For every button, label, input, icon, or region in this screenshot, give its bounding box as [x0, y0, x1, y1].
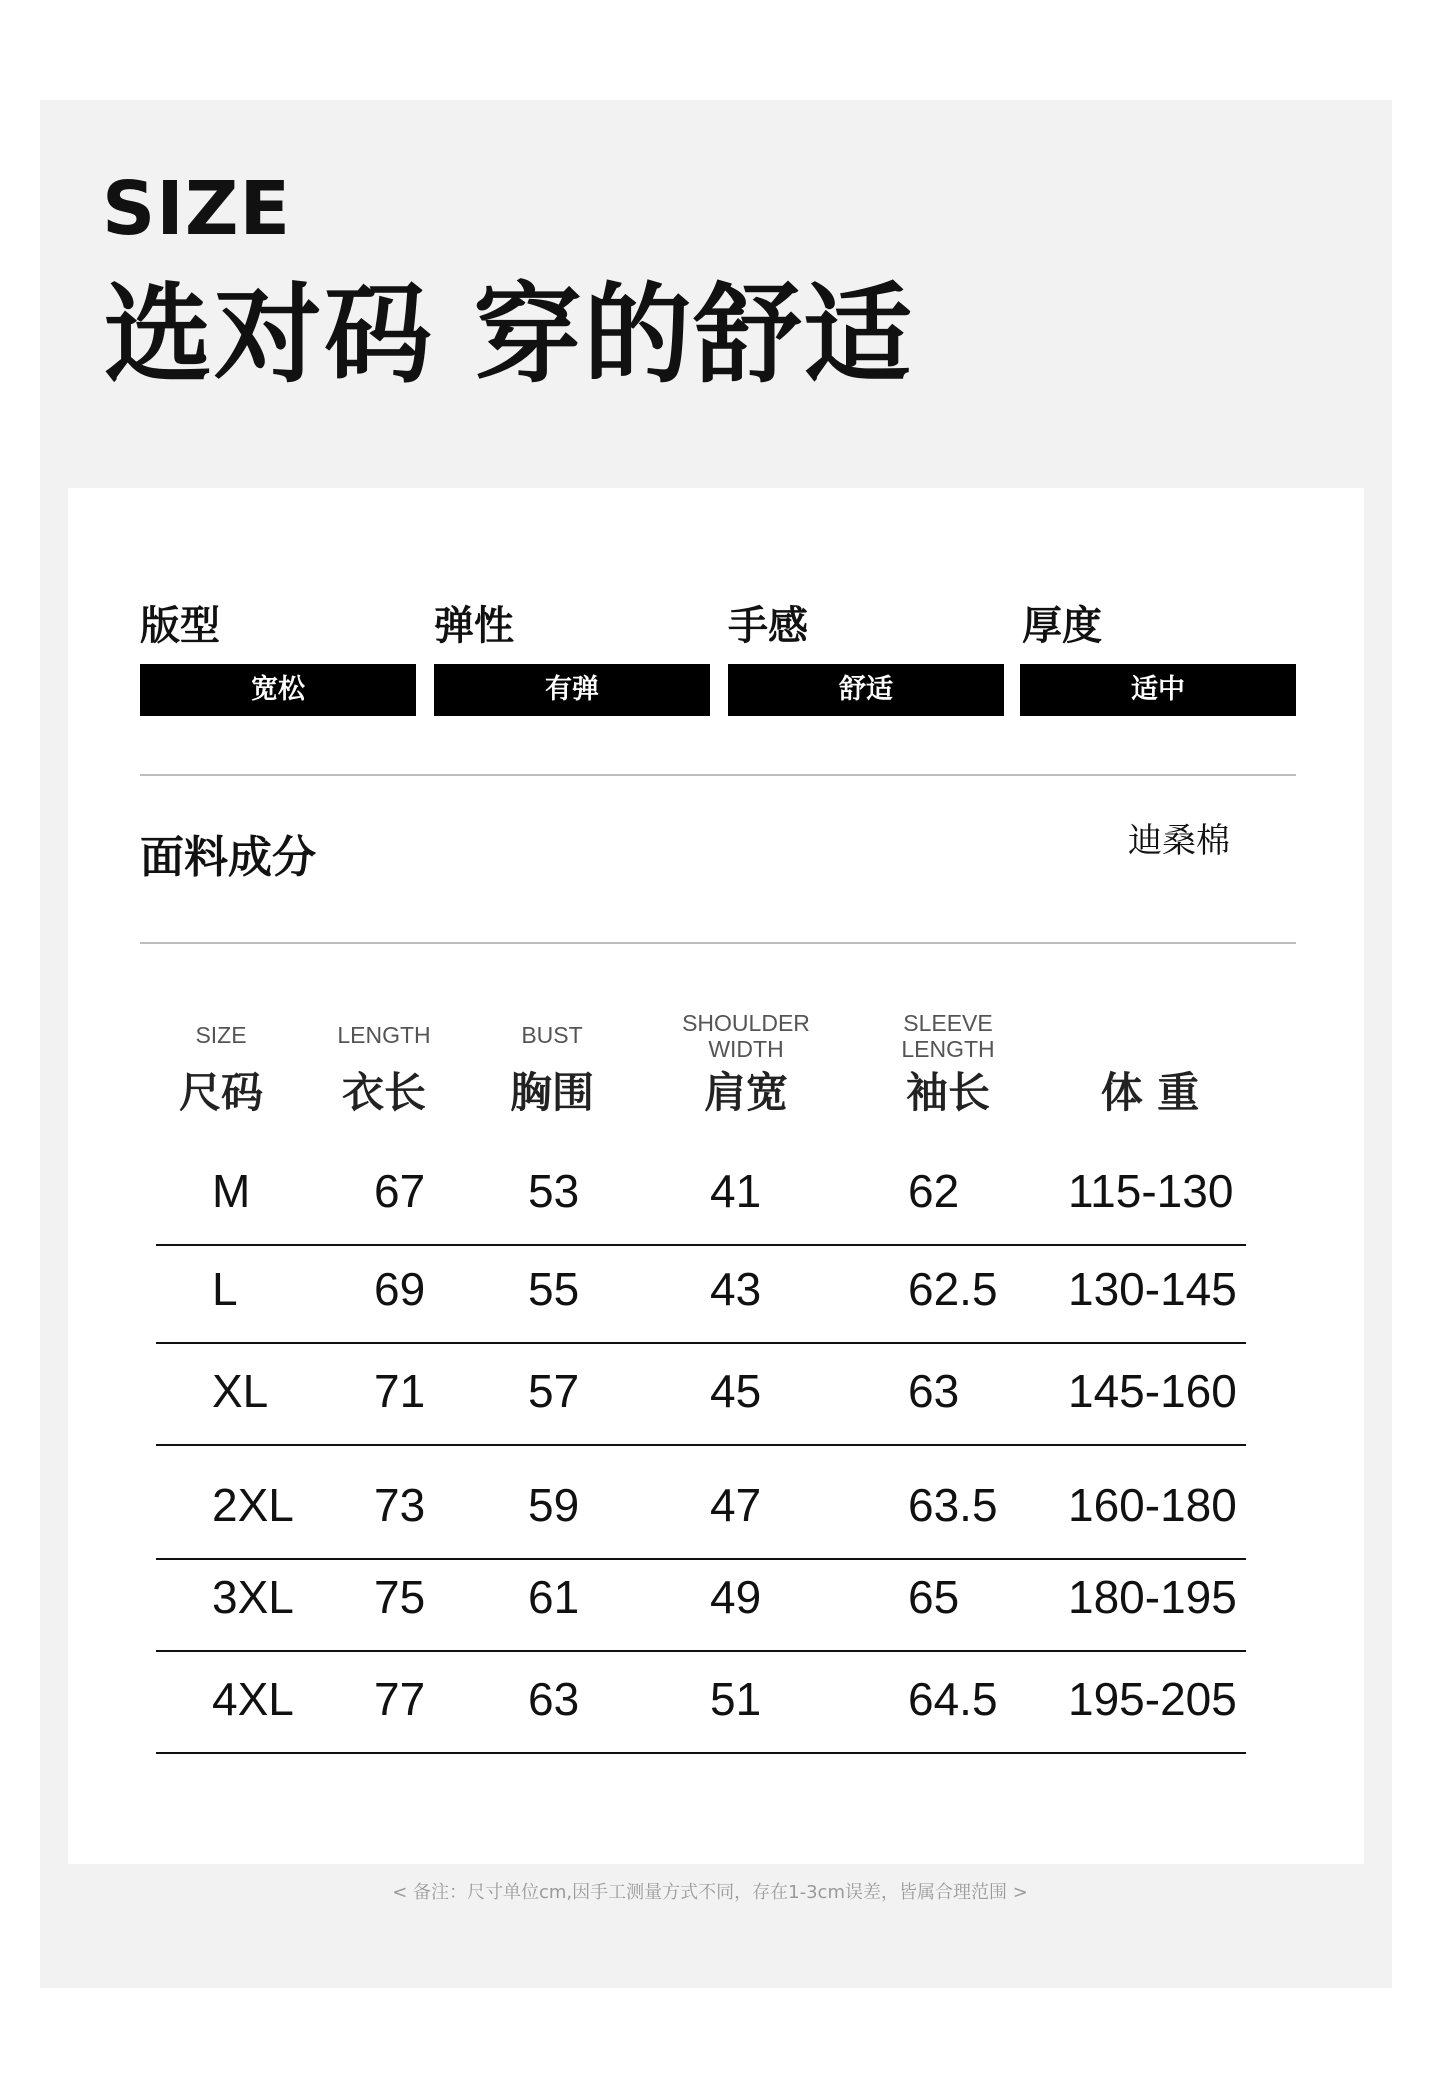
footer-note: < 备注：尺寸单位cm,因手工测量方式不同，存在1-3cm误差，皆属合理范围 >	[392, 1882, 1028, 1903]
cell-length: 67	[374, 1165, 426, 1217]
divider	[140, 774, 1296, 776]
attr-feel-value: 舒适	[728, 664, 1004, 716]
cell-length: 75	[374, 1571, 426, 1623]
fabric-label: 面料成分	[140, 832, 316, 883]
cell-bust: 59	[528, 1479, 580, 1531]
attr-fit-label: 版型	[140, 603, 220, 649]
table-row	[156, 1146, 1246, 1246]
col-shoulder-en: SHOULDER WIDTH	[682, 1010, 810, 1062]
cell-sleeve: 62.5	[908, 1263, 998, 1315]
cell-weight: 160-180	[1068, 1479, 1237, 1531]
col-length-en: LENGTH	[337, 1022, 431, 1048]
cell-sleeve: 65	[908, 1571, 960, 1623]
row-divider	[156, 1650, 1246, 1652]
attr-elasticity-value: 有弹	[434, 664, 710, 716]
col-length-cn: 衣长	[341, 1068, 427, 1117]
cell-shoulder: 47	[710, 1479, 762, 1531]
cell-size: 2XL	[212, 1479, 294, 1531]
page-title-cn: 选对码 穿的舒适	[104, 273, 914, 398]
row-divider	[156, 1342, 1246, 1344]
cell-weight: 115-130	[1068, 1165, 1234, 1217]
attr-fit-value: 宽松	[140, 664, 416, 716]
col-size-cn: 尺码	[178, 1068, 264, 1117]
attr-thickness-label: 厚度	[1022, 603, 1102, 649]
cell-size: 3XL	[212, 1571, 294, 1623]
divider	[140, 942, 1296, 944]
cell-length: 73	[374, 1479, 426, 1531]
fabric-value: 迪桑棉	[1128, 821, 1230, 861]
cell-shoulder: 49	[710, 1571, 762, 1623]
table-row	[156, 1460, 1246, 1560]
col-bust-cn: 胸围	[509, 1068, 595, 1117]
col-bust-en: BUST	[521, 1022, 583, 1048]
col-sleeve-en: SLEEVE LENGTH	[901, 1010, 995, 1062]
attr-feel-label: 手感	[728, 603, 808, 649]
cell-bust: 57	[528, 1365, 580, 1417]
col-shoulder-cn: 肩宽	[703, 1068, 789, 1117]
cell-bust: 53	[528, 1165, 580, 1217]
cell-size: L	[212, 1263, 238, 1315]
cell-weight: 195-205	[1068, 1673, 1237, 1725]
cell-length: 69	[374, 1263, 426, 1315]
cell-bust: 55	[528, 1263, 580, 1315]
cell-size: M	[212, 1165, 251, 1217]
cell-bust: 63	[528, 1673, 580, 1725]
cell-shoulder: 41	[710, 1165, 762, 1217]
page-title-en: SIZE	[102, 166, 292, 252]
cell-weight: 180-195	[1068, 1571, 1237, 1623]
attr-thickness-value: 适中	[1020, 664, 1296, 716]
cell-size: 4XL	[212, 1673, 294, 1725]
row-divider	[156, 1752, 1246, 1754]
cell-bust: 61	[528, 1571, 580, 1623]
col-sleeve-cn: 袖长	[905, 1068, 991, 1117]
table-row	[156, 1346, 1246, 1446]
cell-length: 71	[374, 1365, 426, 1417]
cell-sleeve: 64.5	[908, 1673, 998, 1725]
cell-sleeve: 63.5	[908, 1479, 998, 1531]
cell-shoulder: 43	[710, 1263, 762, 1315]
cell-length: 77	[374, 1673, 426, 1725]
cell-weight: 145-160	[1068, 1365, 1237, 1417]
cell-weight: 130-145	[1068, 1263, 1237, 1315]
table-row	[156, 1654, 1246, 1754]
table-row	[156, 1552, 1246, 1652]
row-divider	[156, 1444, 1246, 1446]
cell-size: XL	[212, 1365, 269, 1417]
col-size-en: SIZE	[195, 1022, 247, 1048]
cell-sleeve: 63	[908, 1365, 960, 1417]
cell-sleeve: 62	[908, 1165, 960, 1217]
col-weight-cn: 体 重	[1100, 1068, 1200, 1117]
table-row	[156, 1244, 1246, 1344]
cell-shoulder: 51	[710, 1673, 762, 1725]
cell-shoulder: 45	[710, 1365, 762, 1417]
attr-elasticity-label: 弹性	[434, 603, 514, 649]
